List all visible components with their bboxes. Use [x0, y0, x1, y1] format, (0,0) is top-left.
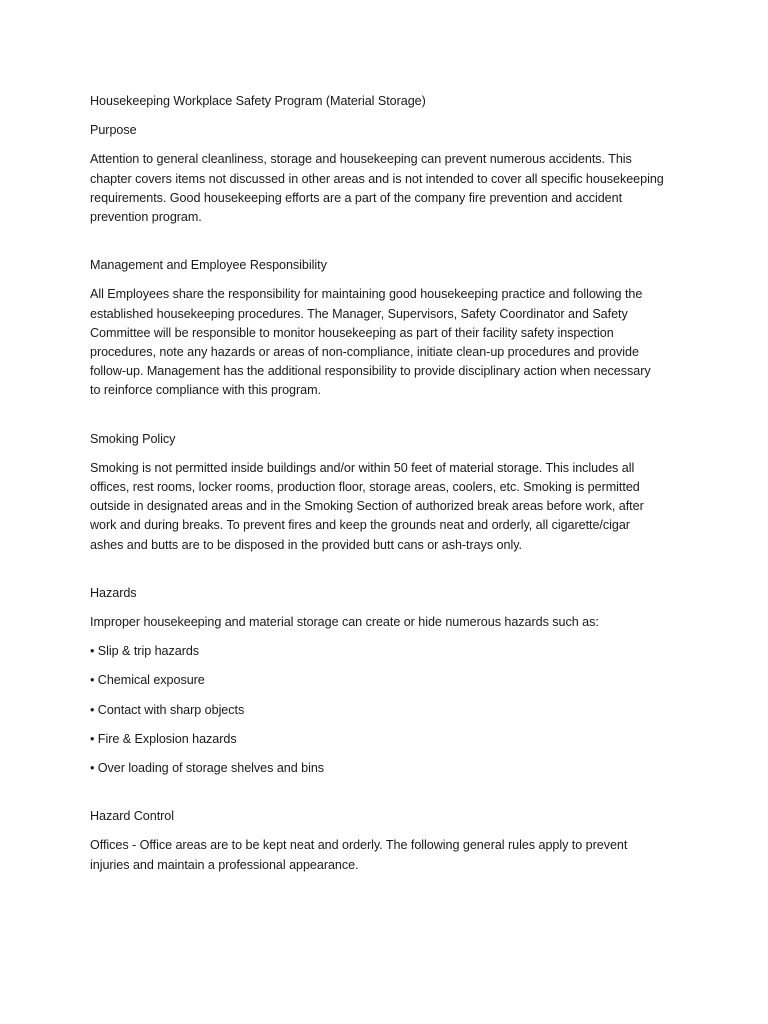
purpose-heading: Purpose [90, 123, 137, 138]
purpose-paragraph: Attention to general cleanliness, storage and housekeeping can prevent numerous accidents. This chapter covers items not discussed in other areas and is not intended to cover all specific housekeeping requirements. Good housekeeping efforts are a part of the company fire prevention and accident prevention program. [90, 152, 664, 225]
hazards-heading: Hazards [90, 585, 137, 600]
section-spacer [90, 411, 680, 430]
hazard-list-item: • Over loading of storage shelves and bins [90, 761, 325, 776]
document-title: Housekeeping Workplace Safety Program (Material Storage) [90, 94, 426, 108]
responsibility-heading: Management and Employee Responsibility [90, 258, 327, 273]
hazard-control-heading: Hazard Control [90, 809, 174, 824]
smoking-paragraph: Smoking is not permitted inside buildings and/or within 50 feet of material storage. This includes all offices, rest rooms, locker rooms, production floor, storage areas, coolers, etc. Smoking is permitted outside in designated areas and in the Smoking Section of authorized break areas before work, after work and during breaks. To prevent fires and keep the grounds neat and orderly, all cigarette/cigar ashes and butts are to be disposed in the provided butt cans or ash-trays only. [90, 460, 644, 552]
hazard-control-paragraph: Offices - Office areas are to be kept neat and orderly. The following general rules apply to prevent injuries and maintain a professional appearance. [90, 838, 628, 872]
responsibility-paragraph: All Employees share the responsibility for maintaining good housekeeping practice and following the established housekeeping procedures. The Manager, Supervisors, Safety Coordinator and Safety Committee will be responsible to monitor housekeeping as part of their facility safety inspection procedures, note any hazards or areas of non-compliance, initiate clean-up procedures and provide follow-up. Management has the additional responsibility to provide disciplinary action when necessary to reinforce compliance with this program. [90, 287, 651, 398]
section-spacer [90, 237, 680, 256]
smoking-heading: Smoking Policy [90, 431, 176, 446]
hazard-list-item: • Fire & Explosion hazards [90, 731, 237, 746]
hazard-list-item: • Slip & trip hazards [90, 644, 200, 659]
hazard-list-item: • Chemical exposure [90, 673, 205, 688]
hazards-intro: Improper housekeeping and material storage can create or hide numerous hazards such as: [90, 615, 599, 630]
document-page [90, 92, 680, 885]
section-spacer [90, 788, 680, 807]
section-spacer [90, 565, 680, 584]
hazard-list-item: • Contact with sharp objects [90, 702, 245, 717]
